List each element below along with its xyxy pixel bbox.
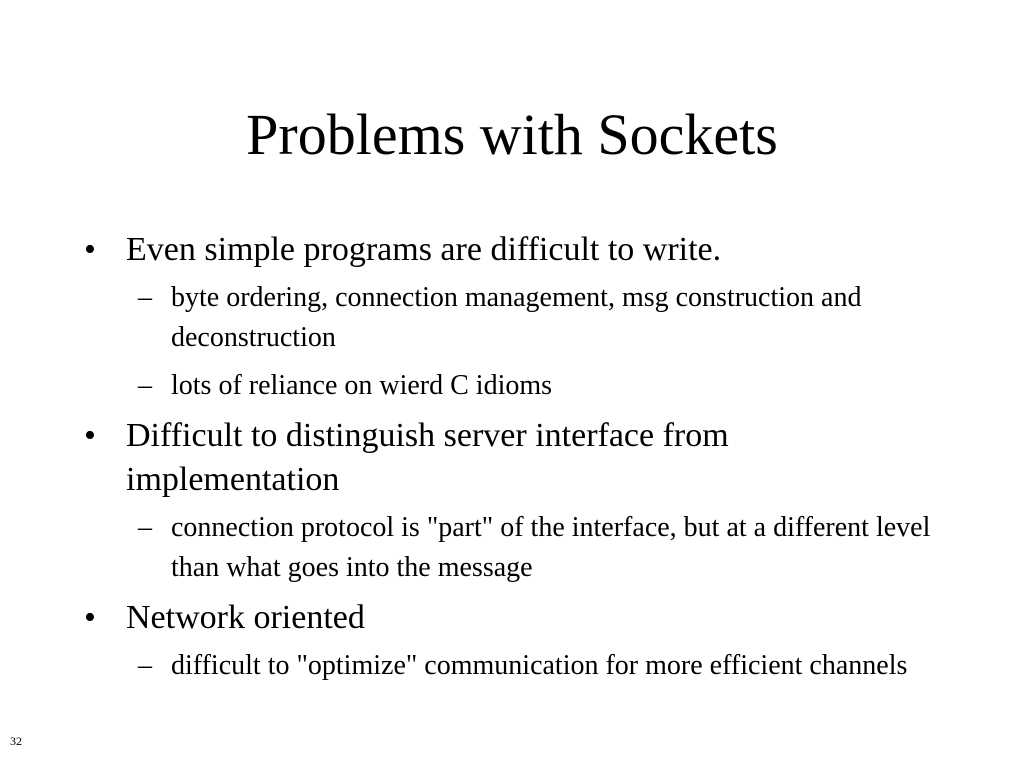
sub-bullet-marker: – (138, 282, 152, 313)
bullet-item (84, 228, 944, 272)
bullet-marker: • (84, 417, 96, 454)
bullet-marker: • (84, 231, 96, 268)
sub-bullet-item (84, 508, 944, 588)
page-number: 32 (10, 734, 22, 748)
bullet-marker: • (84, 599, 96, 636)
bullet-text: Network oriented (126, 599, 365, 636)
sub-bullet-marker: – (138, 650, 152, 681)
sub-bullet-item (84, 646, 944, 686)
sub-bullet-text: byte ordering, connection management, msg construction and deconstruction (171, 282, 862, 353)
sub-bullet-text: difficult to "optimize" communication for more efficient channels (171, 650, 908, 681)
sub-bullet-marker: – (138, 370, 152, 401)
bullet-text: Even simple programs are difficult to write. (126, 231, 722, 268)
bullet-text: Difficult to distinguish server interface from implementation (126, 417, 729, 498)
sub-bullet-text: lots of reliance on wierd C idioms (171, 370, 553, 401)
bullet-item (84, 596, 944, 640)
bullet-list (84, 228, 944, 694)
sub-bullet-marker: – (138, 512, 152, 543)
sub-bullet-item (84, 278, 944, 358)
slide-title: Problems with Sockets (246, 102, 778, 167)
sub-bullet-text: connection protocol is "part" of the interface, but at a different level than what goes into the message (171, 512, 931, 583)
bullet-item (84, 414, 944, 502)
sub-bullet-item (84, 366, 944, 406)
